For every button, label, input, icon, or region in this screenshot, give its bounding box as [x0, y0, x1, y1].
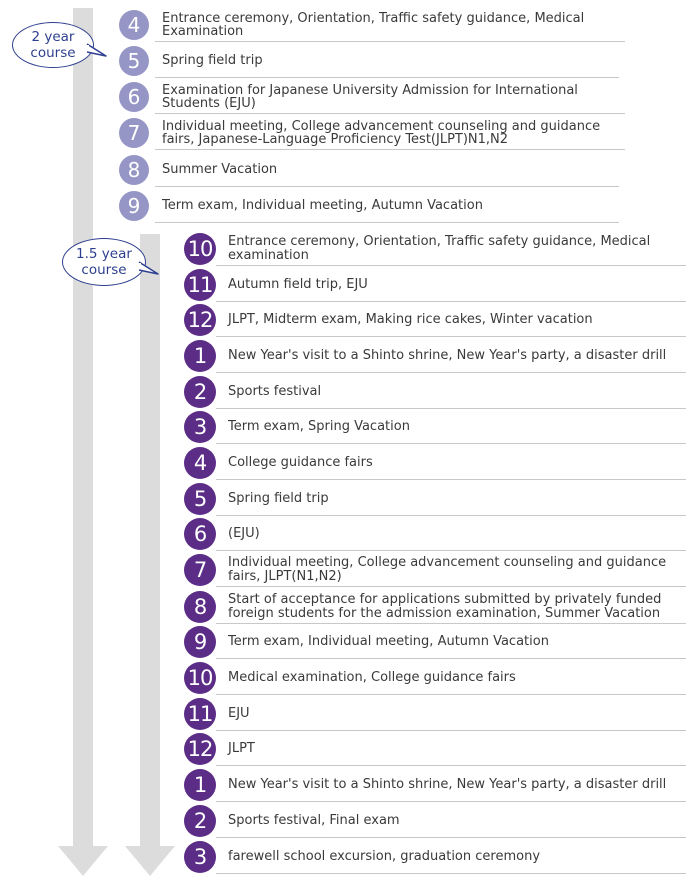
two-year-course-text: 2 year course: [30, 29, 76, 61]
schedule-row: [184, 731, 686, 766]
event-text: Individual meeting, College advancement counseling and guidance fairs, Japanese-Language Proficiency Test(JLPT)N1,N2: [162, 118, 601, 147]
event-text: Sports festival: [228, 383, 322, 399]
event-text: Spring field trip: [162, 53, 263, 69]
month-badge: 3: [184, 841, 216, 873]
month-badge: 6: [184, 518, 216, 550]
schedule-row: [184, 302, 686, 337]
month-badge: 10: [184, 662, 216, 694]
row-divider: [216, 873, 686, 874]
row-divider: [155, 222, 619, 223]
event-text: Autumn field trip, EJU: [228, 276, 368, 292]
schedule-row: [119, 80, 625, 114]
row-divider: [216, 801, 686, 802]
schedule-row: [184, 589, 686, 624]
event-text: New Year's visit to a Shinto shrine, New Year's party, a disaster drill: [228, 347, 667, 363]
month-badge: 4: [184, 447, 216, 479]
schedule-row: [184, 552, 686, 587]
schedule-row: [184, 803, 686, 838]
month-badge: 12: [184, 304, 216, 336]
schedule-row: [119, 8, 625, 42]
schedule-row: [119, 153, 625, 187]
month-badge: 11: [184, 269, 216, 301]
schedule-row: [184, 338, 686, 373]
month-badge: 8: [119, 155, 149, 185]
row-divider: [216, 372, 686, 373]
schedule-row: [184, 624, 686, 659]
row-divider: [216, 658, 686, 659]
schedule-row: [184, 767, 686, 802]
month-badge: 9: [184, 626, 216, 658]
schedule-row: [119, 116, 625, 150]
row-divider: [155, 149, 625, 150]
event-text: Individual meeting, College advancement counseling and guidance fairs, JLPT(N1,N2): [228, 555, 667, 584]
month-badge: 2: [184, 376, 216, 408]
event-text: Entrance ceremony, Orientation, Traffic safety guidance, Medical examination: [228, 234, 651, 263]
row-divider: [216, 265, 686, 266]
schedule-row: [184, 660, 686, 695]
month-badge: 8: [184, 591, 216, 623]
schedule-row: [184, 231, 686, 266]
one-half-year-course-text: 1.5 year course: [76, 246, 132, 278]
event-text: Term exam, Spring Vacation: [228, 418, 410, 434]
row-divider: [216, 550, 686, 551]
schedule-row: [184, 267, 686, 302]
schedule-row: [184, 839, 686, 874]
month-badge: 4: [119, 10, 149, 40]
event-text: Summer Vacation: [162, 162, 278, 178]
event-text: College guidance fairs: [228, 454, 373, 470]
down-arrow-icon: [125, 846, 175, 876]
row-divider: [216, 694, 686, 695]
event-text: Sports festival, Final exam: [228, 812, 400, 828]
month-badge: 9: [119, 191, 149, 221]
event-text: Examination for Japanese University Admission for International Students (EJU): [162, 82, 578, 111]
schedule-row: [184, 374, 686, 409]
schedule-row: [119, 189, 625, 223]
event-text: JLPT: [228, 740, 255, 756]
month-badge: 1: [184, 769, 216, 801]
event-text: farewell school excursion, graduation ceremony: [228, 848, 541, 864]
row-divider: [155, 186, 619, 187]
row-divider: [155, 113, 625, 114]
row-divider: [216, 479, 686, 480]
month-badge: 11: [184, 698, 216, 730]
event-text: JLPT, Midterm exam, Making rice cakes, Winter vacation: [228, 311, 593, 327]
schedule-row: [184, 409, 686, 444]
row-divider: [155, 77, 619, 78]
month-badge: 6: [119, 82, 149, 112]
row-divider: [216, 837, 686, 838]
two-year-course-label: [12, 22, 94, 68]
month-badge: 7: [184, 554, 216, 586]
row-divider: [216, 336, 686, 337]
bubble-tail-icon: [138, 260, 160, 278]
event-text: Term exam, Individual meeting, Autumn Vacation: [228, 633, 549, 649]
month-badge: 5: [184, 483, 216, 515]
event-text: Term exam, Individual meeting, Autumn Vacation: [162, 198, 483, 214]
row-divider: [216, 586, 686, 587]
event-text: EJU: [228, 705, 250, 721]
row-divider: [216, 765, 686, 766]
event-text: New Year's visit to a Shinto shrine, New Year's party, a disaster drill: [228, 776, 667, 792]
one-half-year-course-label: [62, 238, 146, 286]
event-text: Start of acceptance for applications submitted by privately funded foreign students for the admission examination, Summer Vacation: [228, 592, 662, 621]
month-badge: 7: [119, 118, 149, 148]
schedule-row: [184, 516, 686, 551]
row-divider: [155, 41, 625, 42]
row-divider: [216, 443, 686, 444]
month-badge: 5: [119, 46, 149, 76]
one-half-year-arrow-shaft: [140, 234, 160, 846]
down-arrow-icon: [58, 846, 108, 876]
event-text: Spring field trip: [228, 490, 329, 506]
month-badge: 12: [184, 733, 216, 765]
schedule-row: [184, 696, 686, 731]
bubble-tail-icon: [86, 42, 108, 60]
event-text: Entrance ceremony, Orientation, Traffic safety guidance, Medical Examination: [162, 10, 585, 39]
month-badge: 1: [184, 340, 216, 372]
event-text: Medical examination, College guidance fairs: [228, 669, 516, 685]
schedule-row: [184, 445, 686, 480]
schedule-row: [184, 481, 686, 516]
month-badge: 10: [184, 233, 216, 265]
schedule-row: [119, 44, 625, 78]
two-year-arrow-shaft: [73, 8, 93, 846]
month-badge: 3: [184, 411, 216, 443]
event-text: (EJU): [228, 525, 260, 541]
month-badge: 2: [184, 805, 216, 837]
